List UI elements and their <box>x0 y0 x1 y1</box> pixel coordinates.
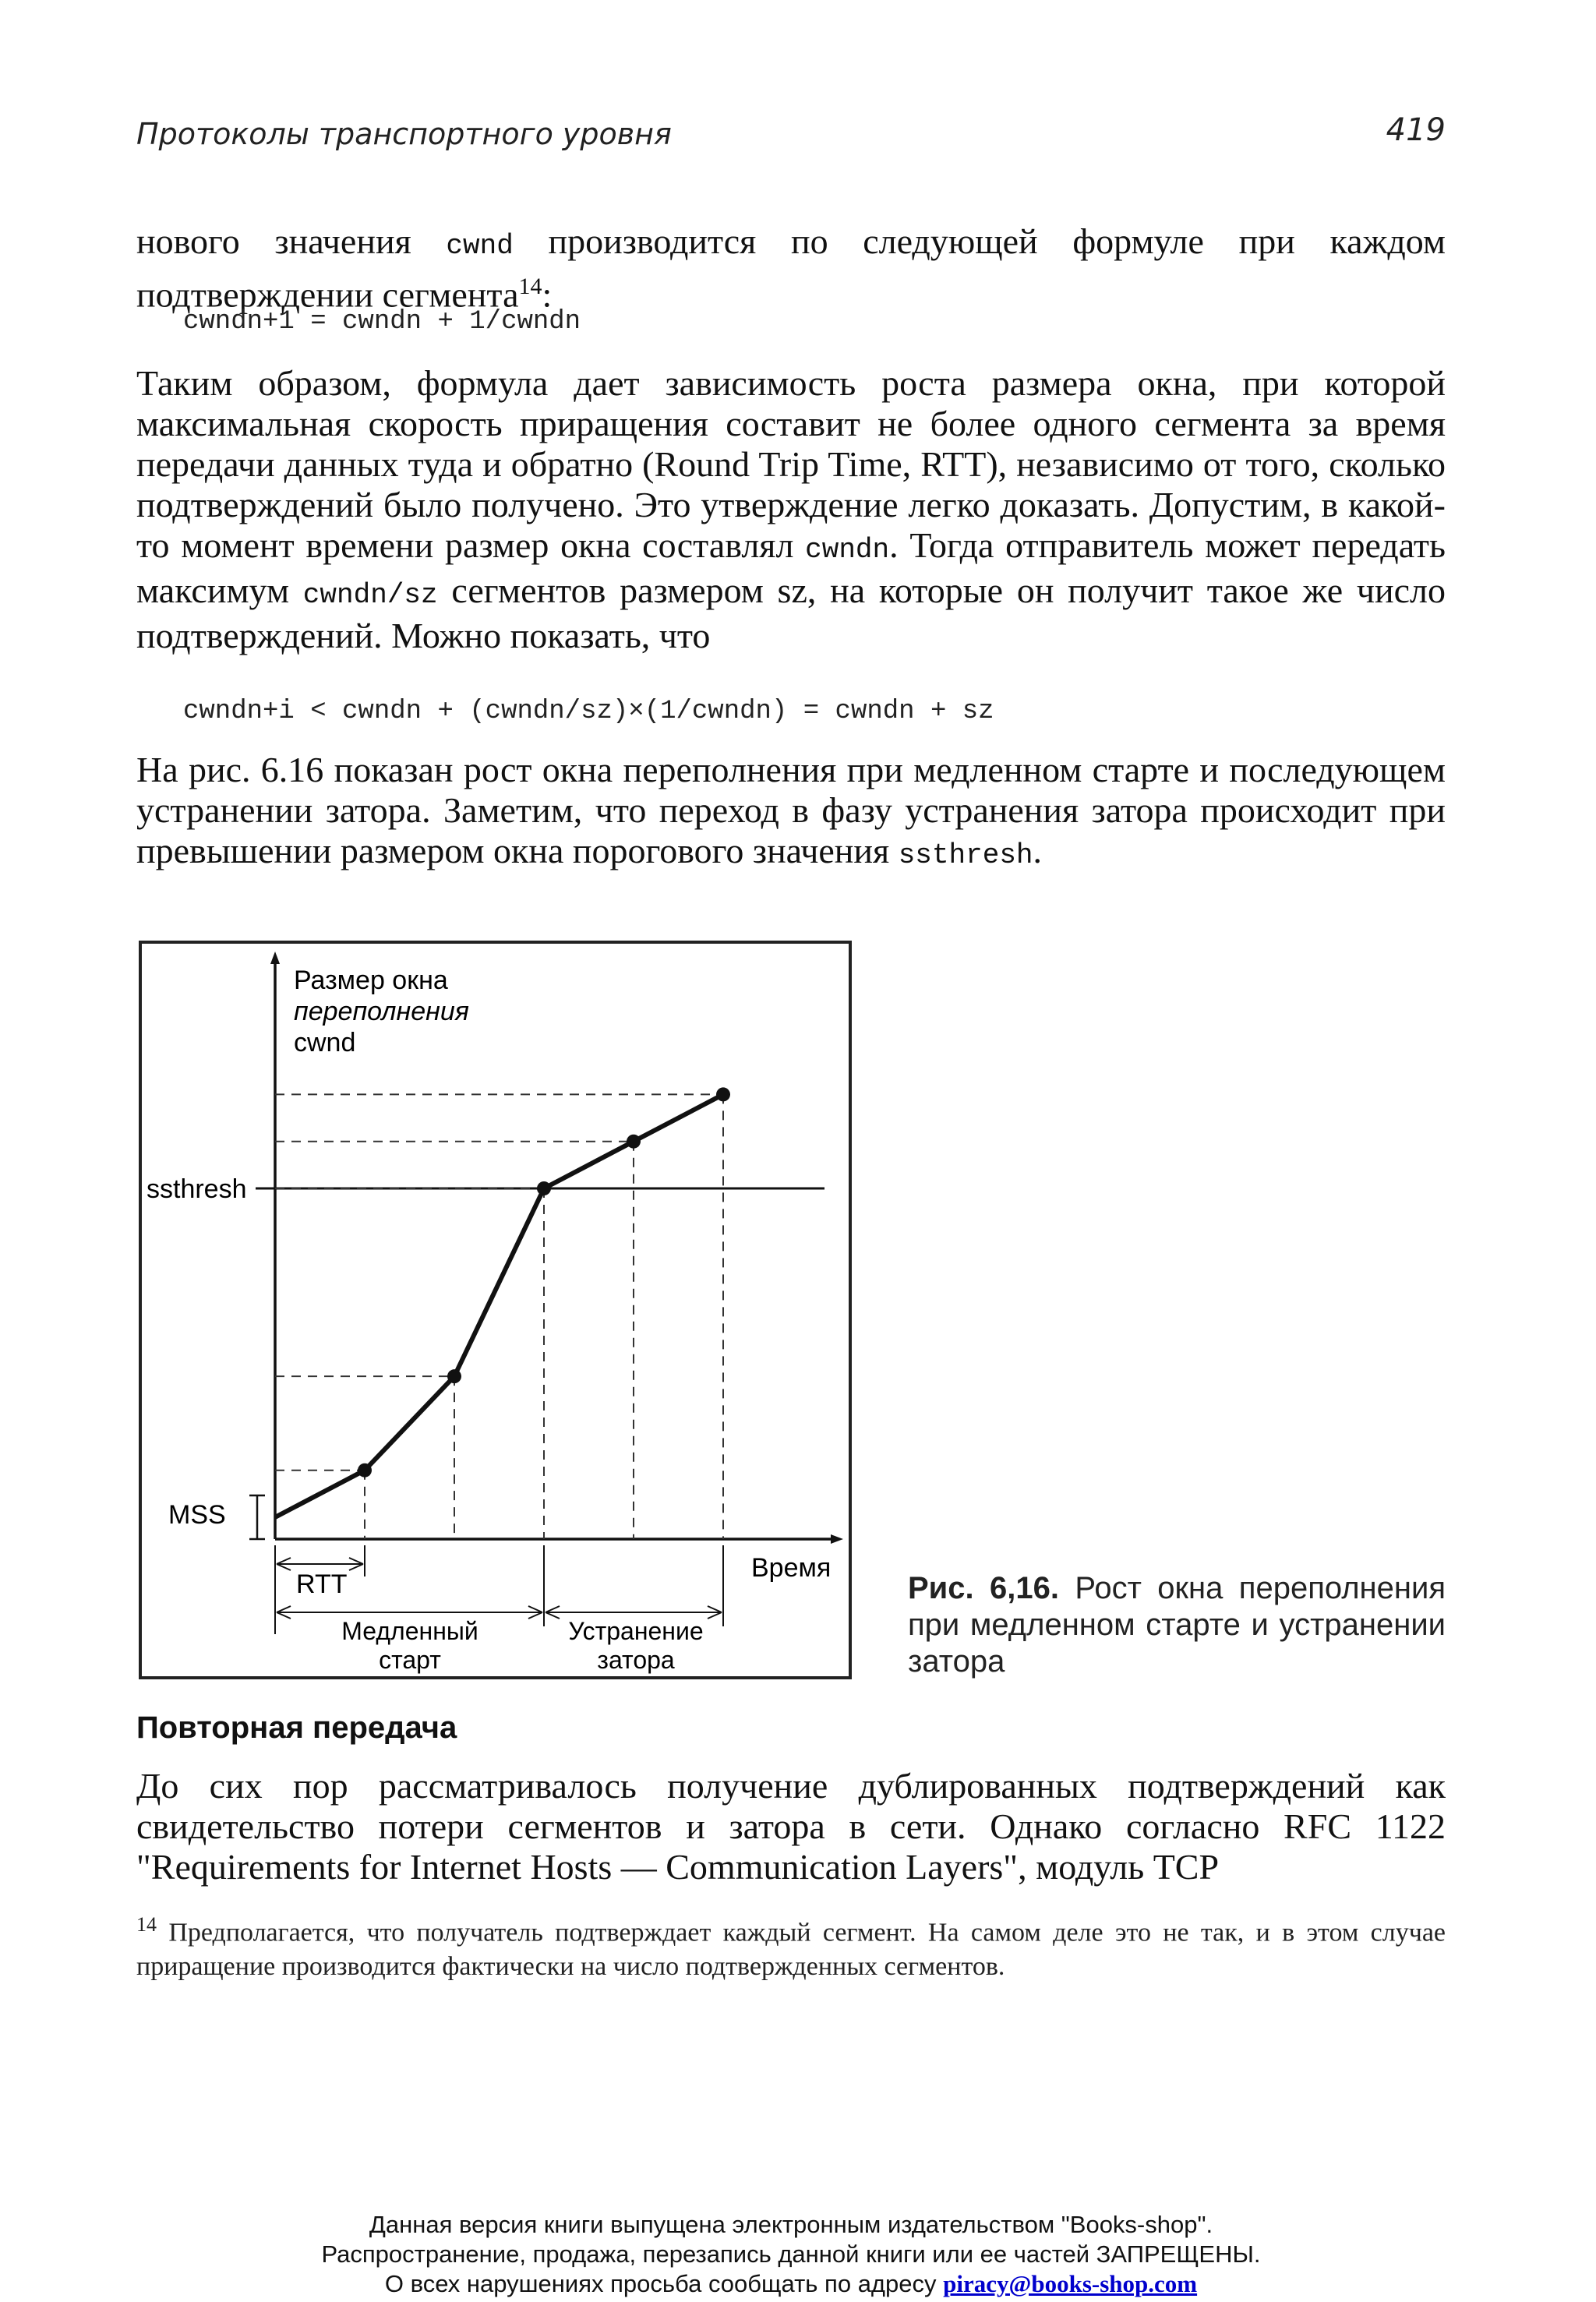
running-head <box>136 112 1446 164</box>
y-axis-label-line1: Размер окна <box>294 966 448 995</box>
caption-text: Рост окна переполнения при медленном старте и устранении затора <box>908 1571 1446 1679</box>
footnote-ref-14[interactable]: 14 <box>518 274 542 299</box>
inline-code-cwnd: cwnd <box>446 230 514 262</box>
ssthresh-label: ssthresh <box>147 1174 247 1204</box>
cwnd-point-2 <box>447 1369 461 1383</box>
cwnd-point-3 <box>537 1181 551 1195</box>
cwnd-point-1 <box>358 1463 372 1478</box>
cwnd-point-4 <box>627 1135 641 1149</box>
paragraph-2 <box>136 363 1446 656</box>
footer-line-3-text: О всех нарушениях просьба сообщать по адресу <box>384 2270 944 2297</box>
inline-code-cwndn-sz: cwndn/sz <box>302 579 438 611</box>
page-number: 419 <box>1386 112 1446 148</box>
inline-code-ssthresh: ssthresh <box>898 839 1033 871</box>
caption-label: Рис. 6,16. <box>908 1571 1059 1605</box>
cwnd-point-5 <box>716 1087 730 1101</box>
piracy-email-link[interactable]: piracy@books-shop.com <box>943 2270 1198 2297</box>
footer-line-3 <box>136 2269 1446 2299</box>
rtt-label: RTT <box>296 1569 348 1599</box>
formula-cwnd-bound: cwndn+i < cwndn + (cwndn/sz)×(1/cwndn) = cwndn + sz <box>183 697 994 726</box>
phase-slow-start-line2: старт <box>379 1646 441 1674</box>
paragraph-1-text-c: : <box>542 274 553 315</box>
inline-code-cwndn: cwndn <box>805 534 890 566</box>
phase-congestion-avoidance-line2: затора <box>597 1646 675 1674</box>
paragraph-2-text-c: сегментов размером sz, на которые он получит такое же число подтверждений. Можно показать, что <box>136 570 1446 655</box>
footnote-text: Предполагается, что получатель подтверждает каждый сегмент. На самом деле это не так, и в этом случае приращение производится фактически на число подтвержденных сегментов. <box>136 1918 1446 1982</box>
phase-congestion-avoidance-line1: Устранение <box>568 1617 704 1645</box>
figure-6-16 <box>139 941 852 1679</box>
paragraph-4: До сих пор рассматривалось получение дублированных подтверждений как свидетельство потери сегментов и затора в сети. Однако согласно RFC 1122 "Requirements for Internet Hosts — Communication Layers", модуль TCP <box>136 1766 1446 1887</box>
footnote-14 <box>136 1908 1446 1984</box>
footnote-mark: 14 <box>136 1913 157 1936</box>
y-axis-label-line2: переполнения <box>294 997 469 1026</box>
publisher-footer <box>136 2210 1446 2299</box>
paragraph-2-text-b: . Тогда отправитель может передать максимум <box>136 525 1446 610</box>
footer-line-1: Данная версия книги выпущена электронным издательством "Books-shop". <box>369 2211 1213 2238</box>
formula-cwnd-increment: cwndn+1 = cwndn + 1/cwndn <box>183 307 581 337</box>
paragraph-3-text-a: На рис. 6.16 показан рост окна переполнения при медленном старте и последующем устранении затора. Заметим, что переход в фазу устранения затора происходит при превышении размером окна порогового значения <box>136 750 1446 870</box>
paragraph-1 <box>136 221 1446 315</box>
phase-slow-start-line1: Медленный <box>341 1617 478 1645</box>
paragraph-3 <box>136 750 1446 876</box>
figure-caption <box>908 1570 1446 1680</box>
paragraph-2-text-a: Таким образом, формула дает зависимость роста размера окна, при которой максимальная скорость приращения составит не более одного сегмента за время передачи данных туда и обратно (Round Trip Time, RTT), независимо от того, сколько подтверждений было получено. Это утверждение легко доказать. Допустим, в какой-то момент времени размер окна составлял <box>136 363 1446 565</box>
mss-label: MSS <box>168 1500 226 1530</box>
footer-line-2: Распространение, продажа, перезапись данной книги или ее частей ЗАПРЕЩЕНЫ. <box>321 2240 1261 2268</box>
section-heading: Повторная передача <box>136 1711 457 1745</box>
paragraph-1-text-b: производится по следующей формуле при каждом подтверждении сегмента <box>136 221 1446 315</box>
x-axis-label: Время <box>751 1553 832 1583</box>
figure-frame <box>140 942 850 1678</box>
paragraph-1-text-a: нового значения <box>136 221 447 261</box>
running-head-title: Протоколы транспортного уровня <box>136 117 672 151</box>
y-axis-label-line3: cwnd <box>294 1028 356 1057</box>
paragraph-3-text-b: . <box>1033 831 1043 870</box>
